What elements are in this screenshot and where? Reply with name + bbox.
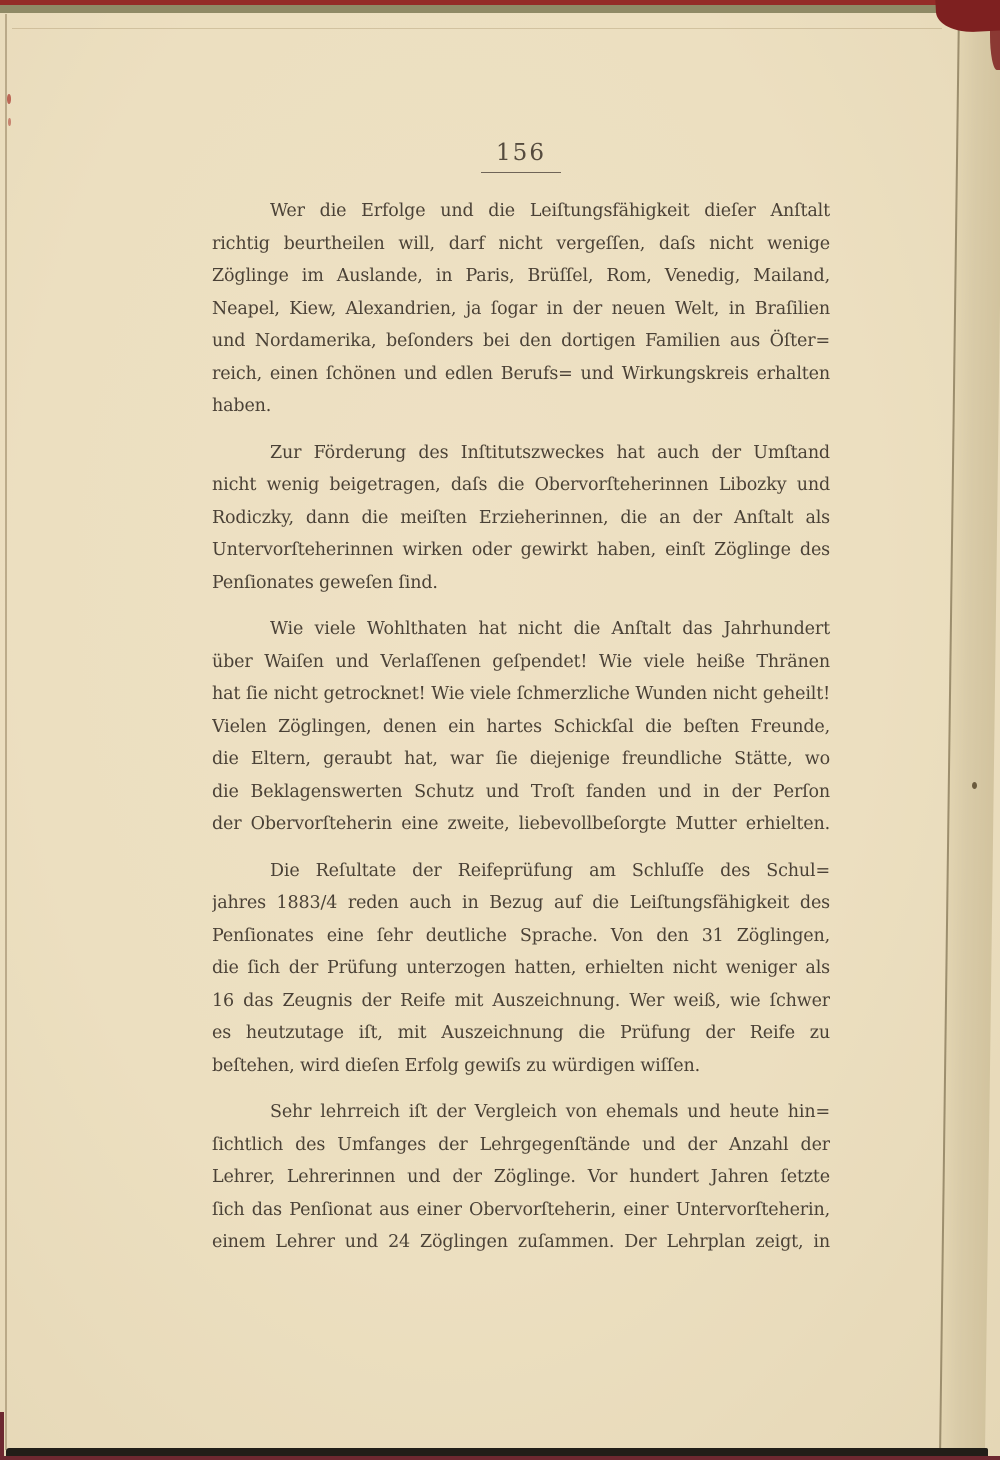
paragraph	[212, 1096, 830, 1259]
text-line: die ſich der Prüfung unterzogen hatten, erhielten nicht weniger als	[212, 958, 830, 978]
text-line: haben.	[212, 396, 272, 416]
text-line: Penſionates geweſen ſind.	[212, 572, 438, 593]
text-line: Penſionates eine ſehr deutliche Sprache. Von den 31 Zöglingen,	[212, 925, 830, 946]
text-block	[212, 195, 830, 1273]
text-line: reich, einen ſchönen und edlen Berufs= und Wirkungskreis erhalten	[212, 363, 830, 384]
text-line: Neapel, Kiew, Alexandrien, ja ſogar in der neuen Welt, in Braſilien	[212, 298, 830, 319]
red-ink-speck	[7, 94, 11, 104]
text-line: richtig beurtheilen will, darf nicht vergeſſen, daſs nicht wenige	[212, 233, 830, 254]
paragraph	[212, 437, 830, 600]
cover-left-edge	[0, 1412, 4, 1460]
gutter-fold-line	[5, 14, 7, 1450]
page-number: 156	[496, 140, 546, 166]
text-line: hat ſie nicht getrocknet! Wie viele ſchmerzliche Wunden nicht geheilt!	[212, 684, 830, 704]
text-line: es heutzutage iſt, mit Auszeichnung die Prüfung der Reife zu	[212, 1023, 830, 1043]
text-line: ſich das Penſionat aus einer Obervorſteherin, einer Untervorſteherin,	[212, 1199, 830, 1220]
page-top-crease	[12, 28, 942, 29]
page-number-rule	[481, 172, 561, 173]
page-stack-top-edge	[0, 5, 1000, 13]
text-line: Wer die Erfolge und die Leiſtungsfähigkeit dieſer Anſtalt	[270, 201, 830, 221]
text-line: jahres 1883/4 reden auch in Bezug auf die Leiſtungsfähigkeit des	[212, 893, 830, 913]
text-line: die Beklagenswerten Schutz und Troſt fanden und in der Perſon	[212, 781, 830, 802]
text-line: Wie viele Wohlthaten hat nicht die Anſtalt das Jahrhundert	[270, 619, 830, 639]
paragraph	[212, 195, 830, 423]
text-line: Untervorſteherinnen wirken oder gewirkt haben, einſt Zöglinge des	[212, 540, 830, 560]
paper-blemish	[972, 782, 977, 789]
text-line: nicht wenig beigetragen, daſs die Obervorſteherinnen Libozky und	[212, 475, 830, 495]
text-line: ſichtlich des Umfanges der Lehrgegenſtände und der Anzahl der	[212, 1134, 830, 1155]
text-line: Zur Förderung des Inſtitutszweckes hat auch der Umſtand	[270, 442, 830, 463]
text-line: Vielen Zöglingen, denen ein hartes Schickſal die beſten Freunde,	[212, 716, 830, 737]
text-line: die Eltern, geraubt hat, war ſie diejenige freundliche Stätte, wo	[212, 749, 830, 769]
text-line: der Obervorſteherin eine zweite, liebevollbeſorgte Mutter erhielten.	[212, 814, 830, 834]
text-line: Sehr lehrreich iſt der Vergleich von ehemals und heute hin=	[270, 1102, 830, 1122]
red-ink-speck	[8, 118, 11, 126]
text-line: Zöglinge im Auslande, in Paris, Brüſſel, Rom, Venedig, Mailand,	[212, 266, 830, 286]
text-line: und Nordamerika, beſonders bei den dortigen Familien aus Öſter=	[212, 331, 830, 351]
text-line: Lehrer, Lehrerinnen und der Zöglinge. Vor hundert Jahren ſetzte	[212, 1167, 830, 1187]
text-line: 16 das Zeugnis der Reife mit Auszeichnung. Wer weiß, wie ſchwer	[212, 990, 830, 1011]
text-line: Die Reſultate der Reifeprüfung am Schluſſe des Schul=	[270, 860, 830, 881]
paragraph	[212, 855, 830, 1083]
paragraph	[212, 613, 830, 841]
text-line: einem Lehrer und 24 Zöglingen zuſammen. Der Lehrplan zeigt, in	[212, 1232, 830, 1252]
text-line: beſtehen, wird dieſen Erfolg gewiſs zu würdigen wiſſen.	[212, 1055, 700, 1076]
text-line: über Waiſen und Verlaſſenen geſpendet! Wie viele heiße Thränen	[212, 651, 830, 672]
cover-bottom-edge	[0, 1456, 1000, 1460]
text-line: Rodiczky, dann die meiſten Erzieherinnen, die an der Anſtalt als	[212, 507, 830, 528]
